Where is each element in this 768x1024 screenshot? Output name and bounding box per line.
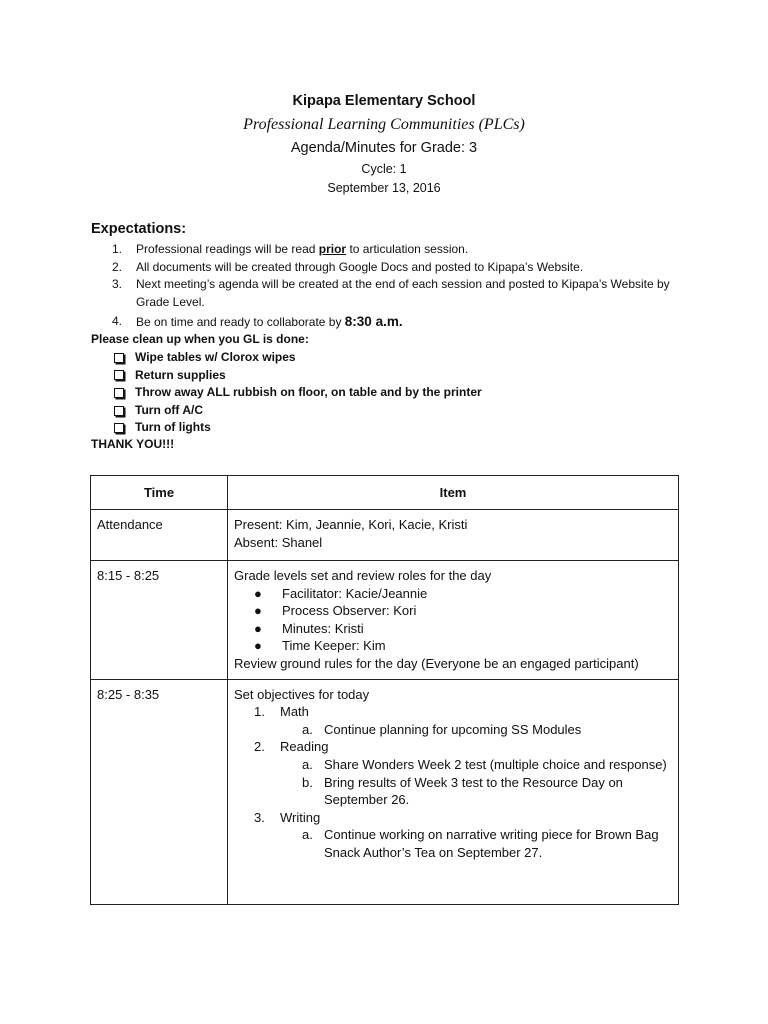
list-item: 3. Writing (254, 809, 321, 825)
list-item: a. Share Wonders Week 2 test (multiple choice and response) (302, 756, 667, 772)
list-item: 1. Professional readings will be read prior to articulation session. (112, 242, 469, 256)
checkbox-icon (114, 370, 124, 380)
time-cell: 8:25 - 8:35 (91, 679, 228, 904)
checkbox-icon (114, 353, 124, 363)
expectations-list (112, 241, 692, 332)
checkbox-icon (114, 388, 124, 398)
table-row (91, 510, 679, 561)
list-item: 2. Reading (254, 739, 329, 755)
list-item: a. Continue working on narrative writing piece for Brown Bag Snack Author’s Tea on September 27. (302, 827, 659, 860)
column-header-time: Time (91, 476, 228, 510)
expectations-heading: Expectations: (91, 221, 187, 237)
checklist-item: Turn of lights (114, 419, 482, 437)
start-time: 8:30 a.m. (344, 314, 403, 330)
table-header-row (91, 476, 679, 510)
emphasis-prior: prior (318, 242, 347, 256)
table-row (91, 561, 679, 680)
list-item: ● Minutes: Kristi (254, 620, 364, 636)
column-header-item: Item (228, 476, 679, 510)
checklist-item: Turn off A/C (114, 402, 482, 420)
time-cell: 8:15 - 8:25 (91, 561, 228, 680)
agenda-table (90, 475, 679, 905)
table-row (91, 679, 679, 904)
cycle-label: Cycle: 1 (361, 162, 407, 176)
list-item: 1. Math (254, 704, 309, 720)
list-item: 3. Next meeting’s agenda will be created at the end of each session and posted to Kipapa’s Website by Grade Level. (112, 277, 670, 309)
list-item: a. Continue planning for upcoming SS Modules (302, 721, 582, 737)
thank-you-note: THANK YOU!!! (91, 437, 175, 451)
list-item: 2. All documents will be created through Google Docs and posted to Kipapa’s Website. (112, 259, 584, 274)
list-item: ● Facilitator: Kacie/Jeannie (254, 585, 428, 601)
list-item: 4. Be on time and ready to collaborate by 8:30 a.m. (112, 314, 403, 330)
list-item: ● Time Keeper: Kim (254, 638, 386, 654)
list-item: ● Process Observer: Kori (254, 603, 417, 619)
document-subtitle: Professional Learning Communities (PLCs) (243, 116, 525, 133)
item-cell: Present: Kim, Jeannie, Kori, Kacie, Kristi Absent: Shanel (228, 510, 679, 561)
checklist-item: Return supplies (114, 367, 482, 385)
agenda-title: Agenda/Minutes for Grade: 3 (290, 140, 478, 156)
checkbox-icon (114, 406, 124, 416)
cleanup-heading: Please clean up when you GL is done: (91, 332, 309, 346)
item-cell: Set objectives for today 1. Math a. Continue planning for upcoming SS Modules 2. Reading a. Share Wonders Week 2 test (multiple choice and response) b. Bring results of Week 3 test to the Resource Day on September 26. 3. Writing a. Continue working on narrative writing piece for Brown Bag Snack Author’s Tea on September 27. (228, 679, 679, 904)
school-name: Kipapa Elementary School (292, 93, 476, 109)
checklist-item: Wipe tables w/ Clorox wipes (114, 349, 482, 367)
item-cell: Grade levels set and review roles for the day ● Facilitator: Kacie/Jeannie ● Process Observer: Kori ● Minutes: Kristi ● Time Keeper: Kim Review ground rules for the day (Everyone be an engaged participant) (228, 561, 679, 680)
meeting-date: September 13, 2016 (327, 181, 441, 195)
time-cell: Attendance (91, 510, 228, 561)
checkbox-icon (114, 423, 124, 433)
checklist-item: Throw away ALL rubbish on floor, on table and by the printer (114, 384, 482, 402)
list-item: b. Bring results of Week 3 test to the Resource Day on September 26. (302, 774, 623, 808)
cleanup-checklist (114, 349, 482, 437)
